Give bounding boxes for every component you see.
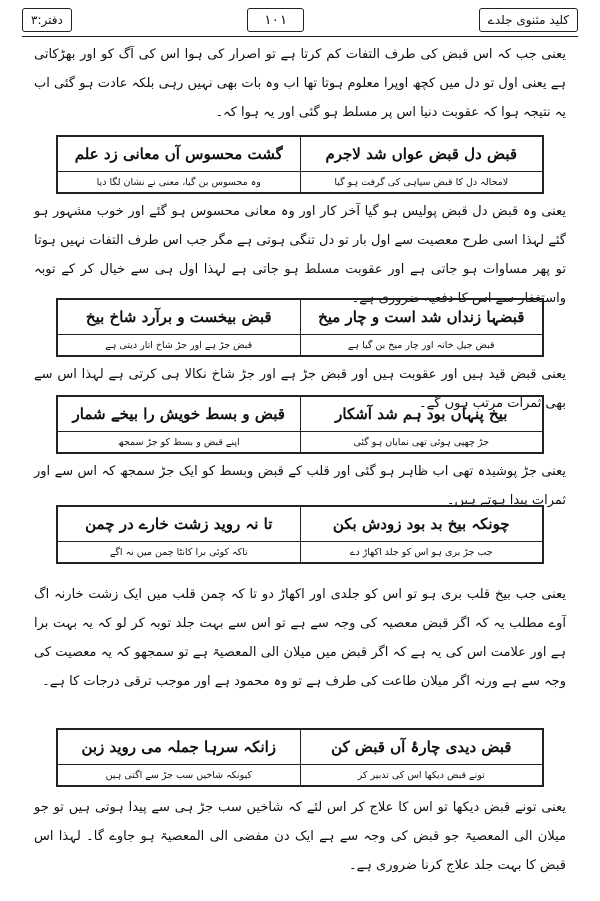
paragraph: یعنی جب بیخ قلب بری ہو تو اس کو جلدی اور اکھاڑ دو تا کہ چمن قلب میں ایک زشت خارنہ اگ آوے مطلب یہ کہ اگر قبض معصیہ کی وجہ سے ہے تو اس سے بہت جلد توبہ کر لو کہ یہ بہت برا ہے اور علامت اس کی یہ ہے کہ اگر قبض میں میلان الی المعصیۃ ہے تو سمجھو کہ یہ معصیت کی وجہ سے ہے ورنہ اگر میلان طاعت کی طرف ہے تو وہ محمود ہے اور موجب ترقی درجات کا ہے۔ — [34, 587, 566, 689]
verse-translation: جب جڑ بری ہو اس کو جلد اکھاڑ دے — [349, 546, 493, 558]
verse-box — [56, 298, 544, 357]
verse-line: قبض بیخست و برآرد شاخ بیخ — [58, 300, 301, 334]
paragraph: یعنی جب کہ اس قبض کی طرف التفات کم کرتا ہے تو اصرار کی ہوا اس کی آگ کو اور بھڑکاتی ہے یعنی اول تو دل میں کچھ اوپرا معلوم ہوتا تھا اب وہ بات بھی نہیں رہی بلکہ عادت ہو گئی اب یہ نتیجہ ہوا کہ عقوبت دنیا اس پر مسلط ہو گئی اور یہ ہوا کہ۔ — [34, 47, 566, 120]
verse-line: قبض و بسط خویش را بیخے شمار — [58, 397, 301, 431]
verse-line: زانکہ سرہا جملہ می روید زبن — [58, 730, 301, 764]
header-rule — [22, 36, 578, 37]
verse-box — [56, 135, 544, 194]
verse-line: گشت محسوس آں معانی زد علم — [58, 137, 301, 171]
verse-box — [56, 728, 544, 787]
verse-line: قبضہا زنداں شد است و چار میخ — [318, 308, 525, 326]
verse-translation: وہ محسوس بن گیا، معنی نے نشان لگا دیا — [58, 172, 301, 192]
verse-translation: تونے قبض دیکھا اس کی تدبیر کر — [357, 769, 485, 781]
verse-line: تا نہ روید زشت خارے در چمن — [58, 507, 301, 541]
verse-translation: تاکہ کوئی برا کانٹا چمن میں نہ اگے — [58, 542, 301, 562]
verse-translation: اپنے قبض و بسط کو جڑ سمجھ — [58, 432, 301, 452]
paragraph: یعنی وہ قبض دل قبض پولیس ہو گیا آخر کار اور وہ معانی محسوس ہو گئے اور خوب مشہور ہو گئے لہذا اسی طرح معصیت سے اول بار تو دل تنگی ہوتی ہے مگر جب اس طرف التفات نہیں ہوتا تو پھر مساوات ہو جاتی ہے اور عقوبت مسلط ہو جاتی ہے لہذا اول ہی سے خیال کر کے توبہ واستغفار سے اس کا دفعیہ ضروری ہے۔ — [34, 204, 566, 306]
verse-translation: قبض جیل خانہ اور چار میخ بن گیا ہے — [347, 339, 495, 351]
verse-line: بیخ پنہاں بود ہم شد آشکار — [335, 405, 508, 423]
page-header — [22, 6, 578, 34]
verse-line: قبض دیدی چارۂ آں قبض کن — [331, 738, 512, 756]
paragraph: یعنی جڑ پوشیدہ تھی اب ظاہر ہو گئی اور قلب کے قبض وبسط کو ایک جڑ سمجھ کہ اس سے اور ثمرات پیدا ہوتے ہیں۔ — [34, 464, 566, 508]
verse-line: چونکہ بیخ بد بود زودش بکن — [332, 515, 510, 533]
verse-line: قبض دل قبض عواں شد لاجرم — [325, 145, 518, 163]
verse-translation: جڑ چھپی ہوئی تھی نمایاں ہو گئی — [353, 436, 490, 448]
verse-box — [56, 395, 544, 454]
verse-box — [56, 505, 544, 564]
volume-label: دفتر:۳ — [22, 8, 72, 32]
paragraph: یعنی تونے قبض دیکھا تو اس کا علاج کر اس لئے کہ شاخیں سب جڑ ہی سے پیدا ہوتی ہیں تو جو میلان الی المعصیۃ جو قبض کی وجہ سے ہے ایک دن مفضی الی المعصیۃ ہو جاوے گا۔ لہذا اس قبض کا بہت جلد علاج کرنا ضروری ہے۔ — [34, 800, 566, 873]
page-number: ۱۰۱ — [247, 8, 304, 32]
verse-translation: قبض جڑ ہے اور جڑ شاخ اتار دیتی ہے — [58, 335, 301, 355]
book-title: کلید مثنوی جلدے — [479, 8, 578, 32]
verse-translation: کیونکہ شاخیں سب جڑ سے اگتی ہیں — [58, 765, 301, 785]
verse-translation: لامحالہ دل کا قبض سپاہی کی گرفت ہو گیا — [334, 176, 509, 188]
paragraph: یعنی قبض قید ہیں اور عقوبت ہیں اور قبض جڑ ہے اور جڑ شاخ نکالا ہی کرتی ہے لہذا اس سے بھی ثمرات مرتب ہوں گے۔ — [34, 367, 566, 411]
